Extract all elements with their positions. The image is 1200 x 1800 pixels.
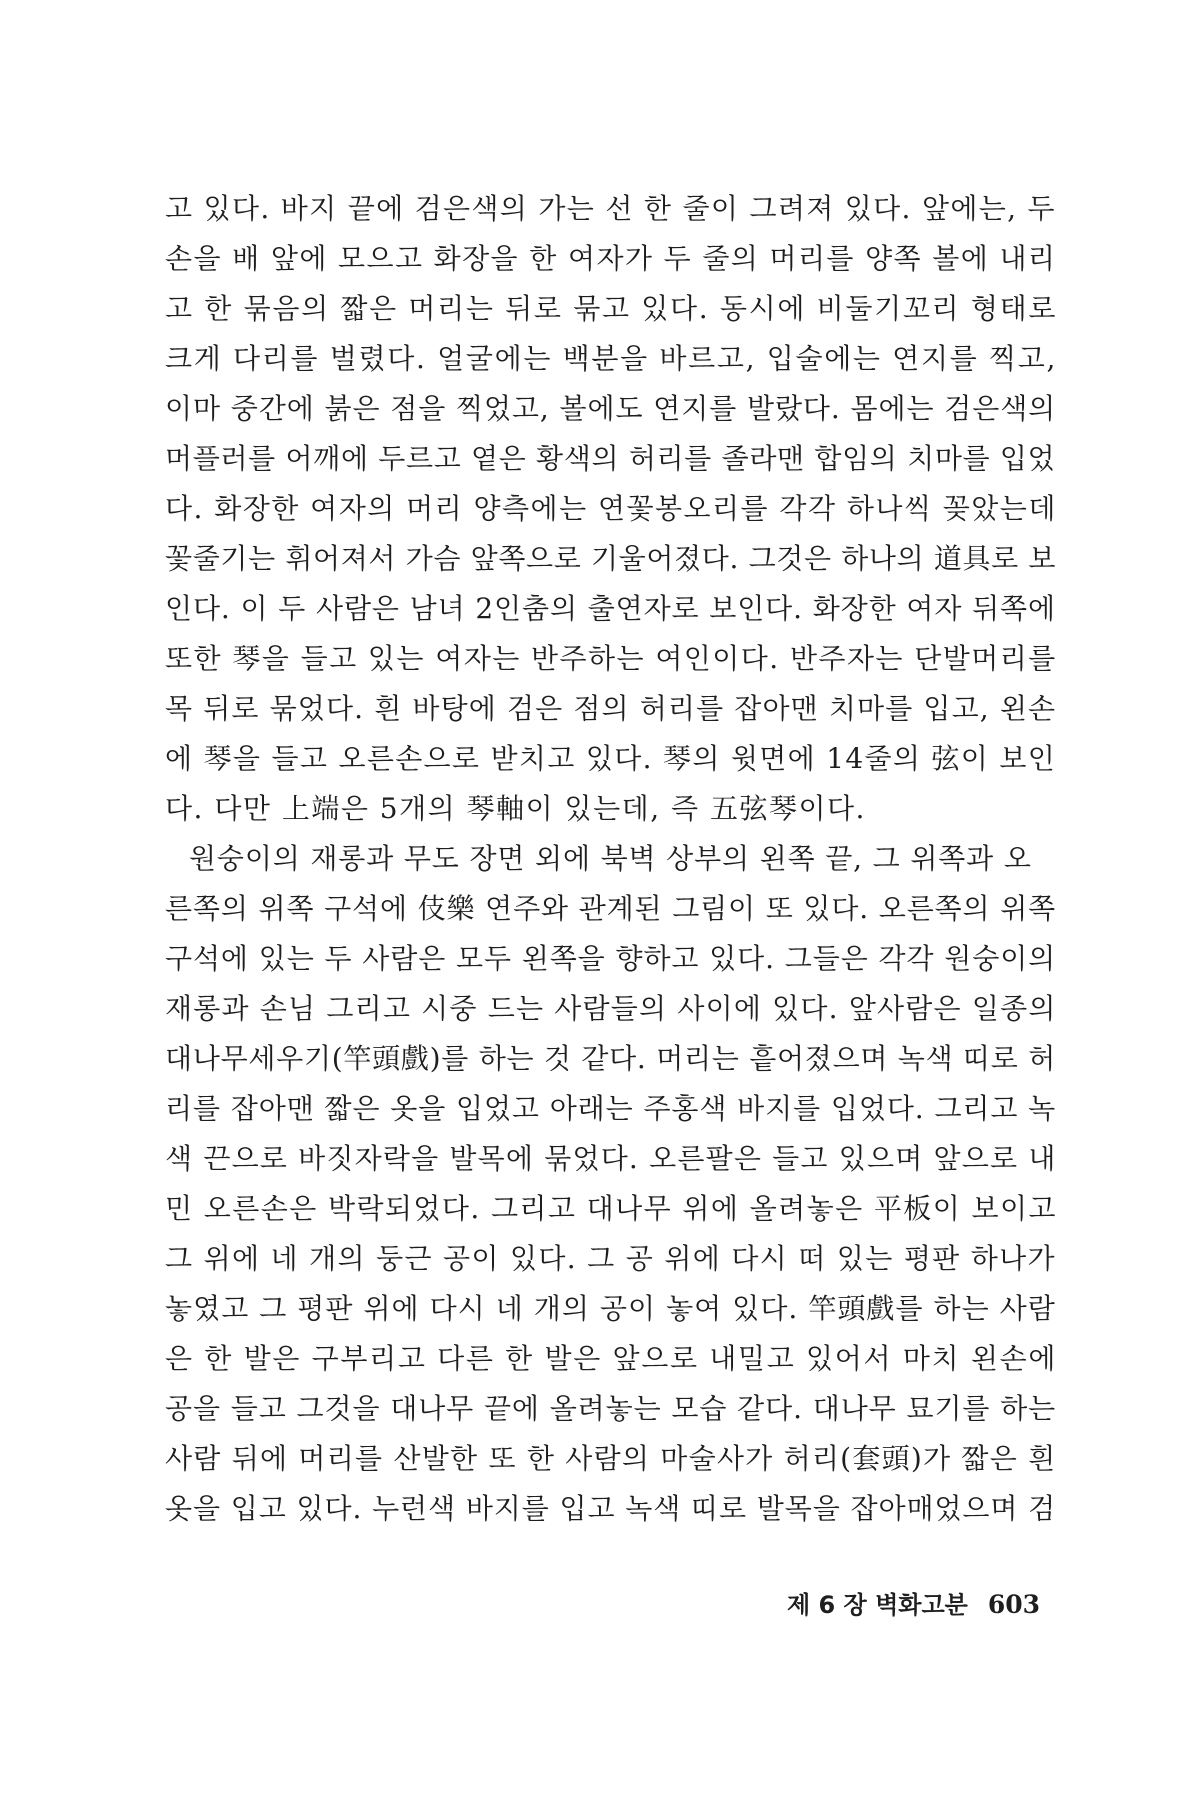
text-line: 또한 琴을 들고 있는 여자는 반주하는 여인이다. 반주자는 단발머리를 [165, 642, 1057, 675]
text-line: 놓였고 그 평판 위에 다시 네 개의 공이 놓여 있다. 竿頭戲를 하는 사람 [165, 1292, 1056, 1325]
text-line: 다. 다만 上端은 5개의 琴軸이 있는데, 즉 五弦琴이다. [165, 792, 866, 825]
text-line: 꽃줄기는 휘어져서 가슴 앞쪽으로 기울어졌다. 그것은 하나의 道具로 보 [165, 542, 1057, 575]
text-line: 구석에 있는 두 사람은 모두 왼쪽을 향하고 있다. 그들은 각각 원숭이의 [165, 942, 1057, 975]
text-line: 에 琴을 들고 오른손으로 받치고 있다. 琴의 윗면에 14줄의 弦이 보인 [165, 742, 1057, 775]
page-footer [787, 1585, 1040, 1625]
text-line: 리를 잡아맨 짧은 옷을 입었고 아래는 주홍색 바지를 입었다. 그리고 녹 [165, 1092, 1057, 1125]
text-line: 이마 중간에 붉은 점을 찍었고, 볼에도 연지를 발랐다. 몸에는 검은색의 [165, 392, 1057, 425]
text-line: 옷을 입고 있다. 누런색 바지를 입고 녹색 띠로 발목을 잡아매었으며 검 [165, 1492, 1057, 1525]
text-line: 재롱과 손님 그리고 시중 드는 사람들의 사이에 있다. 앞사람은 일종의 [165, 992, 1057, 1025]
text-line: 공을 들고 그것을 대나무 끝에 올려놓는 모습 같다. 대나무 묘기를 하는 [165, 1392, 1057, 1425]
text-line: 고 있다. 바지 끝에 검은색의 가는 선 한 줄이 그려져 있다. 앞에는, 두 [165, 192, 1056, 225]
text-line: 인다. 이 두 사람은 남녀 2인춤의 출연자로 보인다. 화장한 여자 뒤쪽에 [165, 592, 1056, 625]
text-line: 그 위에 네 개의 둥근 공이 있다. 그 공 위에 다시 떠 있는 평판 하나가 [165, 1242, 1056, 1275]
text-line: 은 한 발은 구부리고 다른 한 발은 앞으로 내밀고 있어서 마치 왼손에 [165, 1342, 1058, 1375]
page-number: 603 [987, 1590, 1040, 1619]
chapter-title: 제 6 장 벽화고분 [786, 1591, 968, 1619]
text-line: 다. 화장한 여자의 머리 양측에는 연꽃봉오리를 각각 하나씩 꽂았는데 [165, 492, 1057, 525]
text-line: 사람 뒤에 머리를 산발한 또 한 사람의 마술사가 허리(套頭)가 짧은 흰 [165, 1442, 1057, 1475]
text-line: 원숭이의 재롱과 무도 장면 외에 북벽 상부의 왼쪽 끝, 그 위쪽과 오 [189, 842, 1032, 875]
text-line: 고 한 묶음의 짧은 머리는 뒤로 묶고 있다. 동시에 비둘기꼬리 형태로 [165, 292, 1058, 325]
text-line: 색 끈으로 바짓자락을 발목에 묶었다. 오른팔은 들고 있으며 앞으로 내 [165, 1142, 1057, 1175]
text-line: 민 오른손은 박락되었다. 그리고 대나무 위에 올려놓은 平板이 보이고 [165, 1192, 1057, 1225]
text-line: 크게 다리를 벌렸다. 얼굴에는 백분을 바르고, 입술에는 연지를 찍고, [165, 342, 1058, 375]
text-line: 손을 배 앞에 모으고 화장을 한 여자가 두 줄의 머리를 양쪽 볼에 내리 [165, 242, 1057, 275]
text-line: 대나무세우기(竿頭戲)를 하는 것 같다. 머리는 흩어졌으며 녹색 띠로 허 [165, 1042, 1057, 1075]
text-line: 른쪽의 위쪽 구석에 伎樂 연주와 관계된 그림이 또 있다. 오른쪽의 위쪽 [165, 892, 1057, 925]
text-line: 머플러를 어깨에 두르고 옅은 황색의 허리를 졸라맨 합임의 치마를 입었 [165, 442, 1056, 475]
body-text [165, 184, 1058, 1534]
text-line: 목 뒤로 묶었다. 흰 바탕에 검은 점의 허리를 잡아맨 치마를 입고, 왼손 [165, 692, 1057, 725]
